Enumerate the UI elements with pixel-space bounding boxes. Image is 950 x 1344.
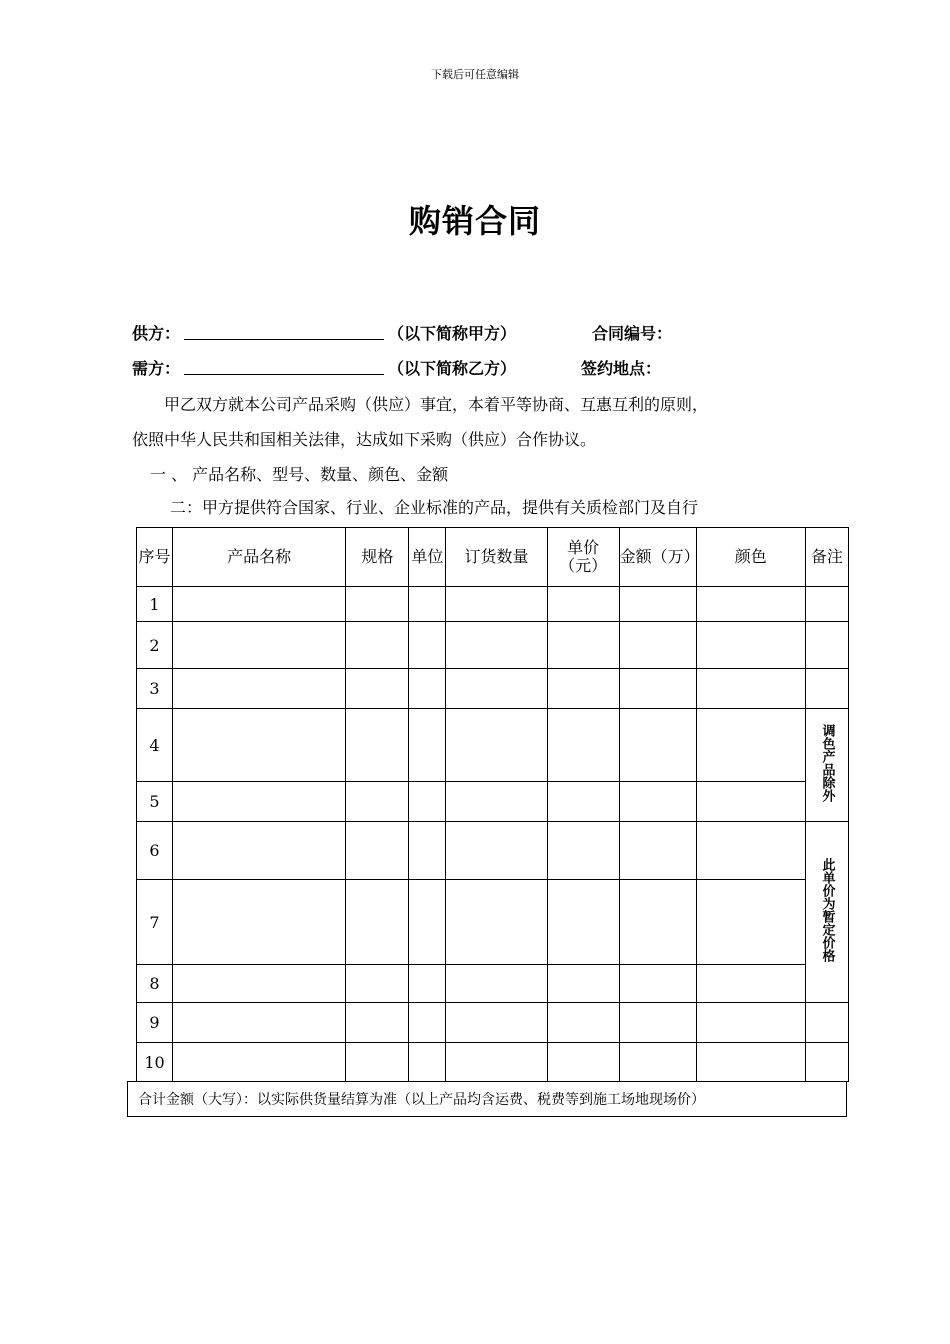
table-header-row xyxy=(137,528,849,587)
cell[interactable] xyxy=(446,822,547,880)
cell[interactable] xyxy=(619,1003,696,1043)
row-number: 7 xyxy=(137,880,173,965)
header-unit: 单位 xyxy=(409,528,446,587)
cell[interactable] xyxy=(805,587,848,622)
supplier-line xyxy=(132,322,673,346)
cell[interactable] xyxy=(547,880,619,965)
cell[interactable] xyxy=(696,782,805,822)
clause-1: 一 、 产品名称、型号、数量、颜色、金额 xyxy=(150,465,449,484)
table-row xyxy=(137,1003,849,1043)
table-row xyxy=(137,782,849,822)
cell[interactable] xyxy=(696,709,805,782)
cell[interactable] xyxy=(547,782,619,822)
cell[interactable] xyxy=(346,709,409,782)
cell[interactable] xyxy=(409,1003,446,1043)
cell[interactable] xyxy=(547,669,619,709)
cell[interactable] xyxy=(696,669,805,709)
cell[interactable] xyxy=(446,782,547,822)
row-number: 5 xyxy=(137,782,173,822)
header-color: 颜色 xyxy=(696,528,805,587)
cell[interactable] xyxy=(619,782,696,822)
cell[interactable] xyxy=(173,587,346,622)
row-number: 6 xyxy=(137,822,173,880)
cell[interactable] xyxy=(696,880,805,965)
header-seq: 序号 xyxy=(137,528,173,587)
header-remark: 备注 xyxy=(805,528,848,587)
cell[interactable] xyxy=(619,622,696,669)
cell[interactable] xyxy=(805,1043,848,1082)
cell[interactable] xyxy=(619,1043,696,1082)
cell[interactable] xyxy=(805,622,848,669)
cell[interactable] xyxy=(446,622,547,669)
cell[interactable] xyxy=(346,1043,409,1082)
cell[interactable] xyxy=(173,709,346,782)
cell[interactable] xyxy=(173,1003,346,1043)
table-row xyxy=(137,1043,849,1082)
buyer-line xyxy=(132,357,662,381)
cell[interactable] xyxy=(805,1003,848,1043)
supplier-suffix: （以下简称甲方） xyxy=(388,324,517,343)
cell[interactable] xyxy=(346,822,409,880)
cell[interactable] xyxy=(173,880,346,965)
cell[interactable] xyxy=(346,1003,409,1043)
cell[interactable] xyxy=(173,822,346,880)
buyer-name-blank[interactable] xyxy=(184,358,384,375)
cell[interactable] xyxy=(446,1043,547,1082)
header-unit-price: 单价（元） xyxy=(547,528,619,587)
buyer-label: 需方： xyxy=(132,359,181,378)
cell[interactable] xyxy=(619,965,696,1003)
supplier-name-blank[interactable] xyxy=(184,323,384,340)
cell[interactable] xyxy=(619,822,696,880)
intro-paragraph-line-2: 依照中华人民共和国相关法律，达成如下采购（供应）合作协议。 xyxy=(132,430,597,449)
cell[interactable] xyxy=(173,782,346,822)
supplier-label: 供方： xyxy=(132,324,181,343)
cell[interactable] xyxy=(619,669,696,709)
header-amount: 金额（万） xyxy=(619,528,696,587)
intro-paragraph-line-1: 甲乙双方就本公司产品采购（供应）事宜，本着平等协商、互惠互利的原则， xyxy=(164,395,709,414)
header-quantity: 订货数量 xyxy=(446,528,547,587)
cell[interactable] xyxy=(346,965,409,1003)
cell[interactable] xyxy=(409,880,446,965)
cell[interactable] xyxy=(409,965,446,1003)
cell[interactable] xyxy=(409,1043,446,1082)
cell[interactable] xyxy=(547,1043,619,1082)
cell[interactable] xyxy=(619,880,696,965)
cell[interactable] xyxy=(547,622,619,669)
cell[interactable] xyxy=(619,709,696,782)
buyer-suffix: （以下简称乙方） xyxy=(388,359,517,378)
cell[interactable] xyxy=(173,622,346,669)
cell[interactable] xyxy=(547,709,619,782)
row-number: 10 xyxy=(137,1043,173,1082)
cell[interactable] xyxy=(696,1003,805,1043)
clause-2: 二：甲方提供符合国家、行业、企业标准的产品，提供有关质检部门及自行 xyxy=(170,498,699,517)
cell[interactable] xyxy=(346,622,409,669)
cell[interactable] xyxy=(547,822,619,880)
cell[interactable] xyxy=(547,1003,619,1043)
cell[interactable] xyxy=(696,622,805,669)
cell[interactable] xyxy=(446,709,547,782)
table-row xyxy=(137,622,849,669)
cell[interactable] xyxy=(409,822,446,880)
cell[interactable] xyxy=(547,587,619,622)
row-number: 4 xyxy=(137,709,173,782)
cell[interactable] xyxy=(696,965,805,1003)
row-number: 9 xyxy=(137,1003,173,1043)
cell[interactable] xyxy=(346,587,409,622)
cell[interactable] xyxy=(409,709,446,782)
remark-note-provisional-price: 此单价为暂定价格 xyxy=(805,822,848,1003)
cell[interactable] xyxy=(409,587,446,622)
contract-number-label: 合同编号： xyxy=(592,324,673,343)
table-row xyxy=(137,965,849,1003)
cell[interactable] xyxy=(446,1003,547,1043)
header-note: 下载后可任意编辑 xyxy=(431,68,519,81)
cell[interactable] xyxy=(805,669,848,709)
row-number: 3 xyxy=(137,669,173,709)
remark-note-tinted-excluded: 调色产品除外 xyxy=(805,709,848,822)
cell[interactable] xyxy=(446,965,547,1003)
row-number: 8 xyxy=(137,965,173,1003)
table-row xyxy=(137,822,849,880)
cell[interactable] xyxy=(619,587,696,622)
cell[interactable] xyxy=(173,669,346,709)
header-spec: 规格 xyxy=(346,528,409,587)
cell[interactable] xyxy=(409,622,446,669)
row-number: 1 xyxy=(137,587,173,622)
cell[interactable] xyxy=(696,822,805,880)
table-row xyxy=(137,880,849,965)
cell[interactable] xyxy=(409,782,446,822)
product-table xyxy=(136,527,849,1082)
cell[interactable] xyxy=(547,965,619,1003)
table-row xyxy=(137,669,849,709)
header-product-name: 产品名称 xyxy=(173,528,346,587)
row-number: 2 xyxy=(137,622,173,669)
cell[interactable] xyxy=(409,669,446,709)
cell[interactable] xyxy=(446,669,547,709)
cell[interactable] xyxy=(346,782,409,822)
cell[interactable] xyxy=(446,880,547,965)
table-row xyxy=(137,587,849,622)
cell[interactable] xyxy=(346,880,409,965)
signing-place-label: 签约地点： xyxy=(581,359,662,378)
cell[interactable] xyxy=(696,1043,805,1082)
total-amount-row: 合计金额（大写）：以实际供货量结算为准（以上产品均含运费、税费等到施工场地现场价） xyxy=(127,1081,847,1117)
cell[interactable] xyxy=(173,965,346,1003)
cell[interactable] xyxy=(346,669,409,709)
cell[interactable] xyxy=(696,587,805,622)
cell[interactable] xyxy=(173,1043,346,1082)
table-row xyxy=(137,709,849,782)
page-title: 购销合同 xyxy=(408,202,541,240)
cell[interactable] xyxy=(446,587,547,622)
